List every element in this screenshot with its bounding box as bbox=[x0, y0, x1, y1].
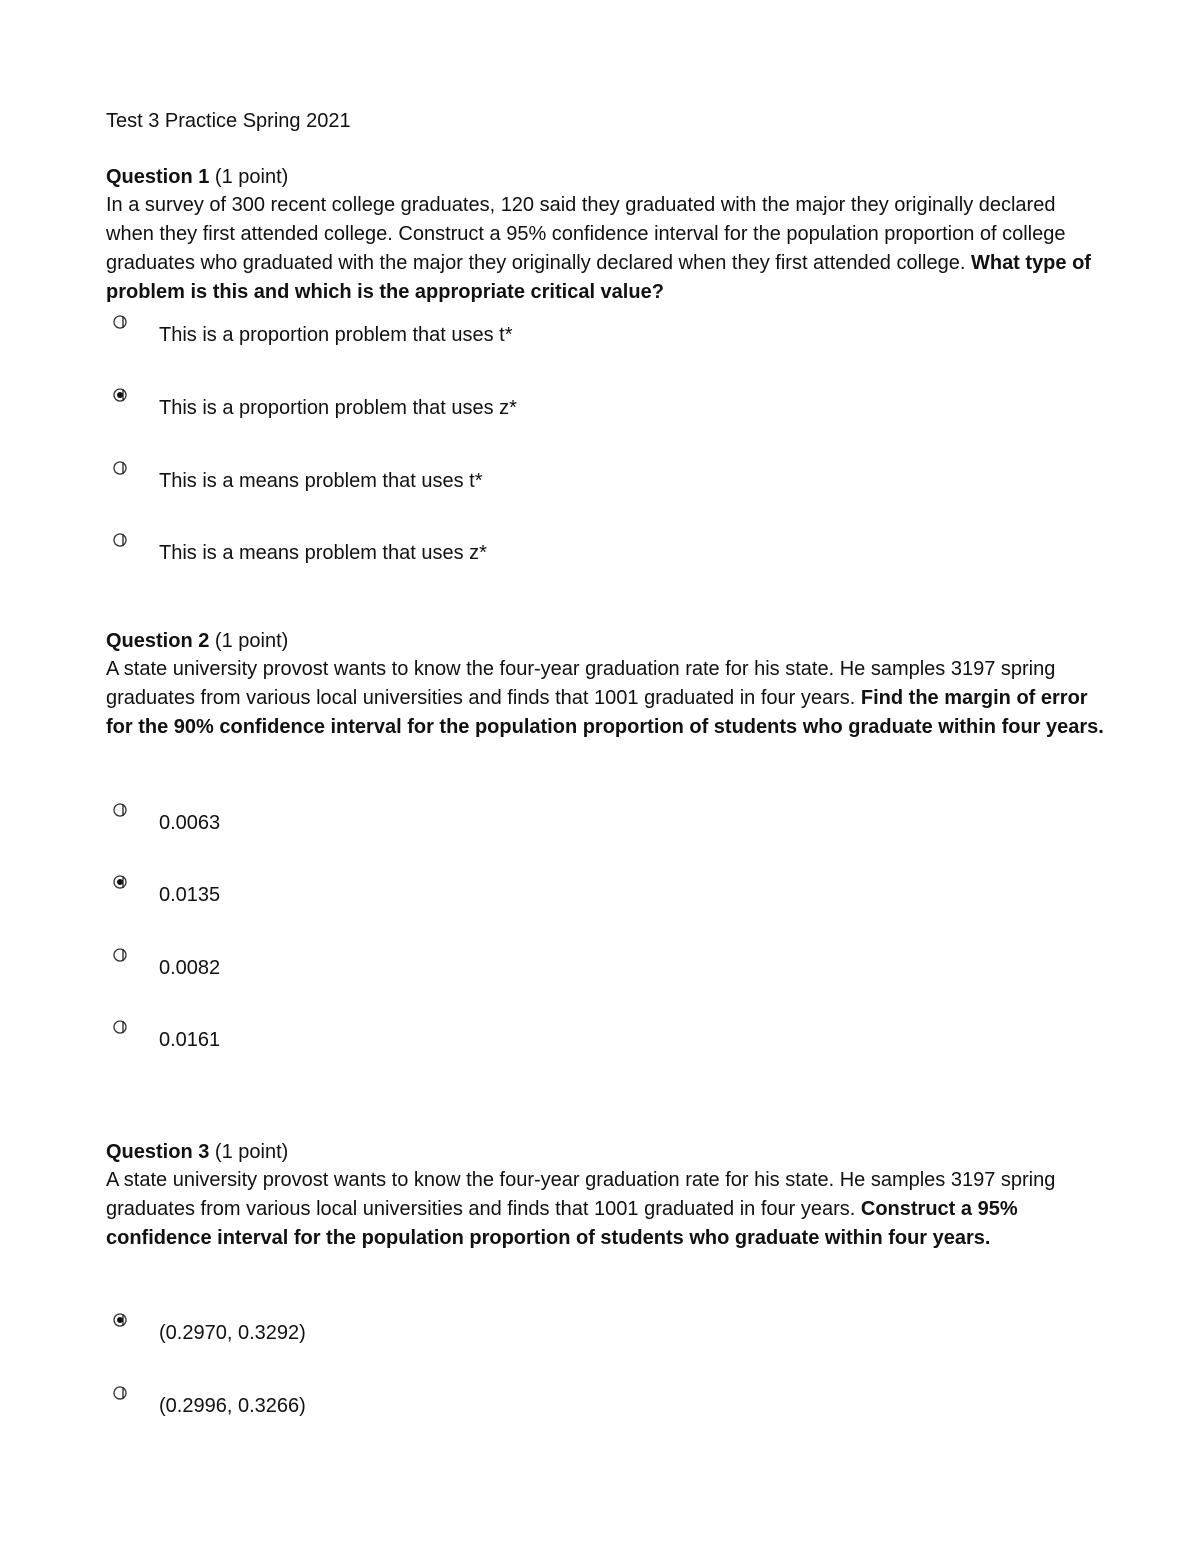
page-title: Test 3 Practice Spring 2021 bbox=[106, 110, 351, 132]
answer-option-label: 0.0135 bbox=[159, 884, 221, 906]
question-text bbox=[106, 1166, 1106, 1253]
answer-option-label: (0.2996, 0.3266) bbox=[159, 1395, 306, 1417]
question-ask: What type of problem is this and which is the appropriate critical value? bbox=[106, 252, 1091, 303]
answer-option-label: This is a means problem that uses z* bbox=[159, 542, 487, 564]
question-2 bbox=[106, 627, 1106, 742]
question-1 bbox=[106, 163, 1106, 307]
question-prompt: A state university provost wants to know the four-year graduation rate for his state. He samples 3197 spring graduates from various local universities and finds that 1001 graduated in four years. bbox=[106, 1169, 1056, 1220]
answer-option[interactable] bbox=[106, 314, 806, 354]
radio-unchecked-icon[interactable] bbox=[112, 460, 128, 476]
answer-option-label: 0.0082 bbox=[159, 957, 221, 979]
radio-unchecked-icon[interactable] bbox=[112, 314, 128, 330]
question-points: (1 point) bbox=[214, 1141, 289, 1163]
answer-option[interactable] bbox=[106, 460, 806, 500]
question-text bbox=[106, 655, 1106, 742]
question-ask: Find the margin of error for the 90% confidence interval for the population proportion of students who graduate within four years. bbox=[106, 687, 1104, 738]
answer-option-label: (0.2970, 0.3292) bbox=[159, 1322, 306, 1344]
answer-option[interactable] bbox=[106, 387, 806, 427]
radio-unchecked-icon[interactable] bbox=[112, 1385, 128, 1401]
question-prompt: In a survey of 300 recent college graduates, 120 said they graduated with the major they originally declared when they first attended college. Construct a 95% confidence interval for the population proportion of college graduates who graduated with the major they originally declared when they first attended college. bbox=[106, 194, 1066, 274]
answer-option-label: 0.0161 bbox=[159, 1029, 221, 1051]
radio-checked-icon[interactable] bbox=[112, 387, 128, 403]
radio-unchecked-icon[interactable] bbox=[112, 802, 128, 818]
question-text bbox=[106, 191, 1106, 307]
question-ask: Construct a 95% confidence interval for the population proportion of students who graduate within four years. bbox=[106, 1198, 1018, 1249]
radio-unchecked-icon[interactable] bbox=[112, 947, 128, 963]
answer-option-label: This is a proportion problem that uses t* bbox=[159, 324, 513, 346]
question-prompt: A state university provost wants to know the four-year graduation rate for his state. He samples 3197 spring graduates from various local universities and finds that 1001 graduated in four years. bbox=[106, 658, 1056, 709]
question-points: (1 point) bbox=[214, 630, 289, 652]
question-label: Question 2 bbox=[106, 630, 210, 652]
answer-option[interactable] bbox=[106, 874, 806, 914]
radio-checked-icon[interactable] bbox=[112, 1312, 128, 1328]
question-label: Question 3 bbox=[106, 1141, 210, 1163]
radio-checked-icon[interactable] bbox=[112, 874, 128, 890]
answer-option[interactable] bbox=[106, 947, 806, 987]
answer-option-label: 0.0063 bbox=[159, 812, 221, 834]
question-points: (1 point) bbox=[214, 166, 289, 188]
answer-option[interactable] bbox=[106, 532, 806, 572]
answer-option[interactable] bbox=[106, 1019, 806, 1059]
question-3 bbox=[106, 1138, 1106, 1253]
radio-unchecked-icon[interactable] bbox=[112, 1019, 128, 1035]
answer-option[interactable] bbox=[106, 1385, 806, 1425]
question-label: Question 1 bbox=[106, 166, 210, 188]
answer-option-label: This is a proportion problem that uses z* bbox=[159, 397, 517, 419]
question-header bbox=[106, 1138, 1106, 1166]
answer-option[interactable] bbox=[106, 1312, 806, 1352]
question-header bbox=[106, 163, 1106, 191]
answer-option[interactable] bbox=[106, 802, 806, 842]
question-header bbox=[106, 627, 1106, 655]
radio-unchecked-icon[interactable] bbox=[112, 532, 128, 548]
answer-option-label: This is a means problem that uses t* bbox=[159, 470, 483, 492]
